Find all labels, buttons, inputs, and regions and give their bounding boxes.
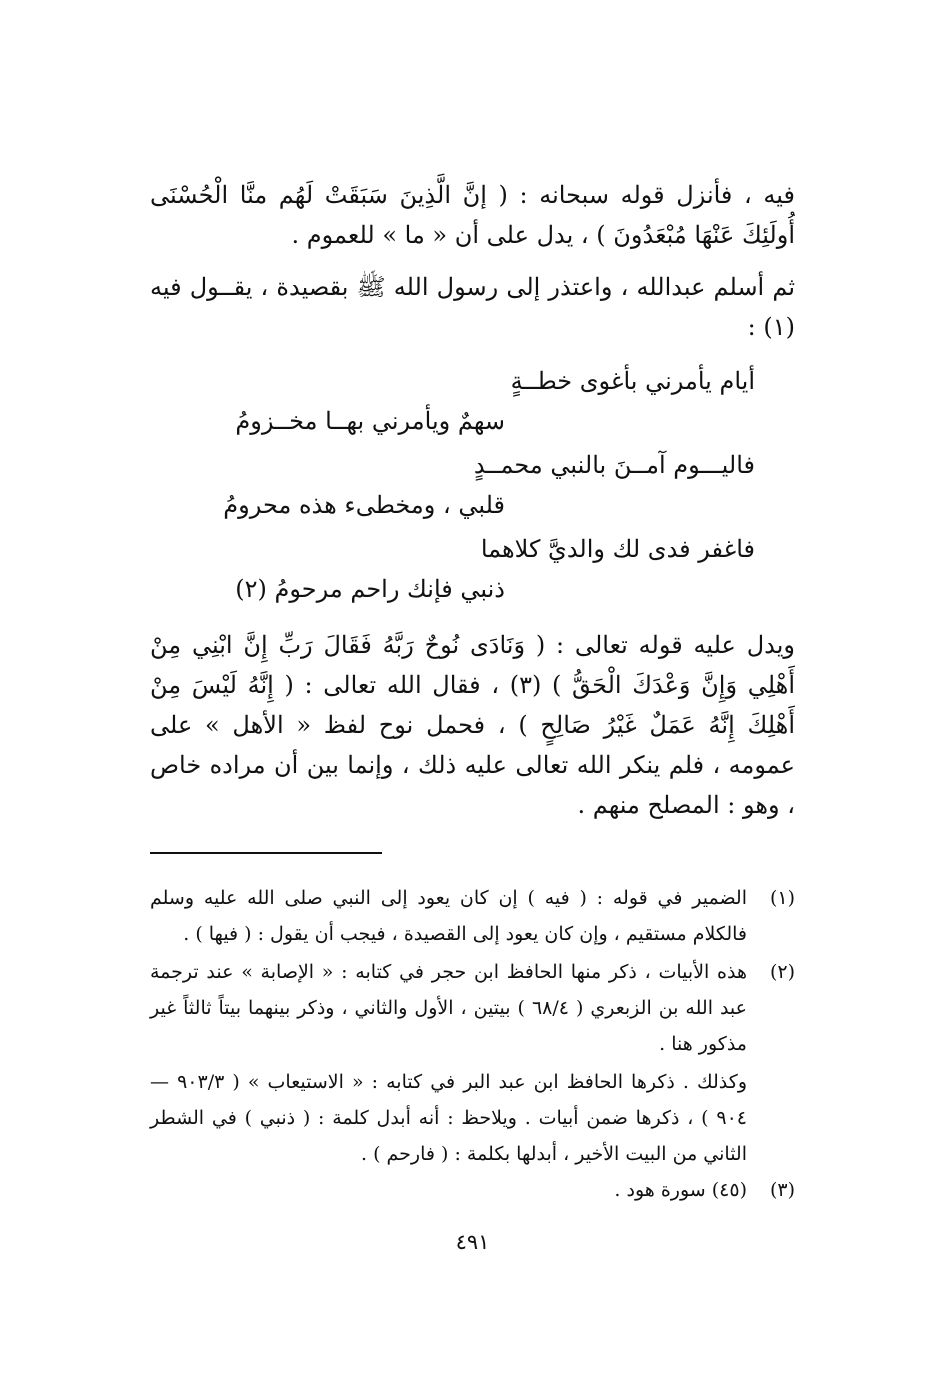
book-page <box>150 175 795 1295</box>
footnotes <box>150 880 795 1210</box>
poem-line-3-second-half: ذنبي فإنك راحم مرحومُ (٢) <box>235 575 505 603</box>
poem-line-1-second-half: سهمٌ ويأمرني بهــا مخــزومُ <box>235 407 505 435</box>
poem-line-2-second-half: قلبي ، ومخطىء هذه محرومُ <box>223 491 505 519</box>
footnote-text: (٤٥) سورة هود . <box>614 1179 747 1201</box>
footnote-text: هذه الأبيات ، ذكر منها الحافظ ابن حجر في كتابه : « الإصابة » عند ترجمة عبد الله بن الزبعري ( ٦٨/٤ ) بيتين ، الأول والثاني ، وذكر بينهما بيتاً ثالثاً غير مذكور هنا . <box>150 961 748 1055</box>
paragraph-2: ثم أسلم عبدالله ، واعتذر إلى رسول الله ﷺ بقصيدة ، يقــول فيه (١) : <box>150 273 795 341</box>
page-number: ٤٩١ <box>455 1230 490 1254</box>
footnote-3 <box>150 1172 795 1208</box>
footnote-number: (١) <box>769 887 795 909</box>
footnote-text: الضمير في قوله : ( فيه ) إن كان يعود إلى النبي صلى الله عليه وسلم فالكلام مستقيم ، وإن كان يعود إلى القصيدة ، فيجب أن يقول : ( فيها ) . <box>150 887 747 945</box>
footnote-number: (٣) <box>769 1179 795 1201</box>
paragraph-3: ويدل عليه قوله تعالى : ( وَنَادَى نُوحٌ رَبَّهُ فَقَالَ رَبِّ إِنَّ ابْنِي مِنْ أَهْلِي وَإِنَّ وَعْدَكَ الْحَقُّ ) (٣) ، فقال الله تعالى : ( إِنَّهُ لَيْسَ مِنْ أَهْلِكَ إِنَّهُ عَمَلٌ غَيْرُ صَالِحٍ ) ، فحمل نوح لفظ « الأهل » على عمومه ، فلم ينكر الله تعالى عليه ذلك ، وإنما بين أن مراده خاص ، وهو : المصلح منهم . <box>150 631 795 819</box>
poem-line-2-first-half: فاليـــوم آمــنَ بالنبي محمــدٍ <box>473 451 755 479</box>
footnote-2 <box>150 954 795 1062</box>
footnote-number: (٢) <box>769 961 795 983</box>
footnote-divider <box>150 852 382 854</box>
footnote-2-continuation: وكذلك . ذكرها الحافظ ابن عبد البر في كتابه : « الاستيعاب » ( ٩٠٣/٣ — ٩٠٤ ) ، ذكرها ضمن أبيات . ويلاحظ : أنه أبدل كلمة : ( ذنبي ) في الشطر الثاني من البيت الأخير ، أبدلها بكلمة : ( فارحم ) . <box>150 1071 748 1165</box>
poem <box>150 361 795 611</box>
paragraph-1: فيه ، فأنزل قوله سبحانه : ( إنَّ الَّذِينَ سَبَقَتْ لَهُم منَّا الْحُسْنَى أُولَئِكَ عَنْهَا مُبْعَدُونَ ) ، يدل على أن « ما » للعموم . <box>150 181 795 249</box>
poem-line-3-first-half: فاغفر فدى لك والديَّ كلاهما <box>480 535 755 563</box>
footnote-1 <box>150 880 795 952</box>
poem-line-1-first-half: أيام يأمرني بأغوى خطــةٍ <box>510 367 755 395</box>
